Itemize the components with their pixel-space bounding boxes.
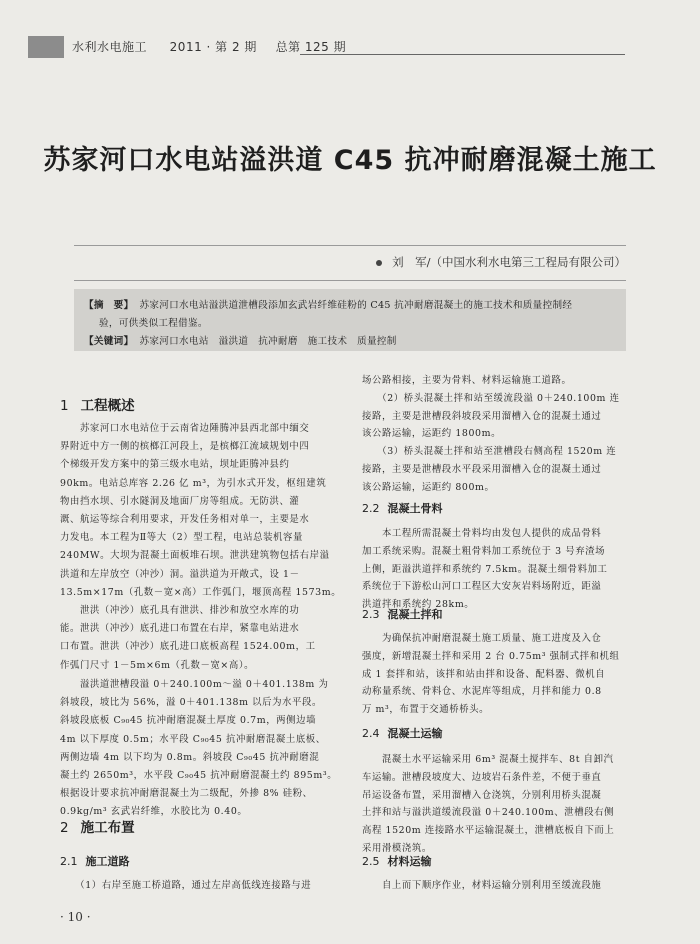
section-heading-2-5: 2.5 材料运输 <box>362 855 432 868</box>
header-rule <box>300 54 625 55</box>
text-line: 4m 以下厚度 0.5m；水平段 C₉₀45 抗冲耐磨混凝土底板、 <box>60 733 326 745</box>
keywords-line <box>84 333 397 347</box>
text-line: 接路，主要是泄槽段水平段采用溜槽入仓的混凝土通过 <box>362 464 602 475</box>
text-line: （2）桥头混凝土拌和站至缓流段溢 0＋240.100m 连 <box>362 392 620 404</box>
page-number: · 10 · <box>60 910 91 924</box>
text-line: 个梯级开发方案中的第三级水电站，坝址距腾冲县约 <box>60 459 290 471</box>
section-heading-2-4: 2.4 混凝土运输 <box>362 727 443 740</box>
text-line: 物由挡水坝、引水隧洞及地面厂房等组成。无防洪、灌 <box>60 495 300 507</box>
author-line <box>376 254 626 270</box>
text-line: 加工系统采购。混凝土粗骨料加工系统位于 3 号弃渣场 <box>362 545 606 557</box>
text-line: 洪道和左岸放空（冲沙）洞。溢洪道为开敞式，设 1－ <box>60 568 300 580</box>
text-line: 本工程所需混凝土骨料均由发包人提供的成品骨料 <box>362 528 602 539</box>
text-line: 采用滑模浇筑。 <box>362 843 432 854</box>
text-line: （3）桥头混凝土拌和站至泄槽段右侧高程 1520m 连 <box>362 446 617 458</box>
text-line: 上侧，距溢洪道拌和系统约 7.5km。混凝土细骨料加工 <box>362 563 608 575</box>
text-line: 为确保抗冲耐磨混凝土施工质量、施工进度及入仓 <box>362 633 602 644</box>
article-title: 苏家河口水电站溢洪道 C45 抗冲耐磨混凝土施工 <box>43 145 657 176</box>
text-line: 泄洪（冲沙）底孔具有泄洪、排沙和放空水库的功 <box>60 605 300 616</box>
text-line: 场公路相接，主要为骨料、材料运输施工道路。 <box>362 375 572 386</box>
text-line: 凝土约 2650m³，水平段 C₉₀45 抗冲耐磨混凝土约 895m³。 <box>60 770 338 781</box>
header-block <box>28 36 64 58</box>
text-line: 两侧边墙 4m 以下均为 0.8m。斜坡段 C₉₀45 抗冲耐磨混 <box>60 751 320 763</box>
text-line: 溉、航运等综合利用要求，开发任务相对单一，主要是水 <box>60 514 310 525</box>
text-line: 90km。电站总库容 2.26 亿 m³，为引水式开发，枢纽建筑 <box>60 477 327 489</box>
text-line: 斜坡段，坡比为 56%，溢 0＋401.138m 以后为水平段。 <box>60 697 322 709</box>
text-line: 洪道拌和系统约 28km。 <box>362 599 475 611</box>
text-line: 能。泄洪（冲沙）底孔进口布置在右岸，紧靠电站进水 <box>60 623 300 635</box>
text-line: 该公路运输，运距约 800m。 <box>362 481 495 493</box>
text-line: 动称量系统、骨料仓、水泥库等组成，月拌和能力 0.8 <box>362 686 602 698</box>
text-line: 口布置。泄洪（冲沙）底孔进口底板高程 1524.00m，工 <box>60 641 316 653</box>
text-line: 成 1 套拌和站，该拌和站由拌和设备、配料器、微机自 <box>362 668 606 680</box>
text-line: 系统位于下游松山河口工程区大安灰岩料场附近，距溢 <box>362 581 602 593</box>
title-rule <box>74 245 626 246</box>
text-line: 接路，主要是泄槽段斜坡段采用溜槽入仓的混凝土通过 <box>362 410 602 422</box>
text-line: 自上而下顺序作业，材料运输分别利用至缓流段施 <box>362 880 602 891</box>
issue-number: 2011 · 第 2 期 <box>169 40 257 54</box>
text-line: 根据设计要求抗冲耐磨混凝土为二级配，外掺 8% 硅粉、 <box>60 788 313 800</box>
section-heading-2-2: 2.2 混凝土骨料 <box>362 502 443 515</box>
text-line: 力发电。本工程为Ⅱ等大（2）型工程，电站总装机容量 <box>60 532 303 544</box>
text-line: 13.5m×17m（孔数－宽×高）工作弧门，堰顶高程 1573m。 <box>60 586 342 598</box>
text-line: 万 m³，布置于交通桥桥头。 <box>362 704 490 716</box>
keywords-text: 苏家河口水电站 溢洪道 抗冲耐磨 施工技术 质量控制 <box>139 336 397 347</box>
journal-name: 水利水电施工 <box>72 40 148 54</box>
bullet-icon <box>376 260 382 266</box>
section-heading-1: 1 工程概述 <box>60 398 135 414</box>
abstract-text-1: 苏家河口水电站溢洪道泄槽段添加玄武岩纤维硅粉的 C45 抗冲耐磨混凝土的施工技术和质量控制经 <box>139 300 573 311</box>
section-heading-2-3: 2.3 混凝土拌和 <box>362 608 443 621</box>
text-line: 苏家河口水电站位于云南省边陲腾冲县西北部中缅交 <box>60 423 310 434</box>
text-line: 车运输。泄槽段坡度大、边坡岩石条件差，不便于垂直 <box>362 771 602 783</box>
section-heading-2: 2 施工布置 <box>60 820 135 836</box>
text-line: 240MW。大坝为混凝土面板堆石坝。泄洪建筑物包括右岸溢 <box>60 550 330 562</box>
author-affiliation: /（中国水利水电第三工程局有限公司） <box>426 255 626 269</box>
section-heading-2-1: 2.1 施工道路 <box>60 855 130 868</box>
author-name: 刘 军 <box>392 255 427 269</box>
keywords-label: 【关键词】 <box>84 336 134 347</box>
running-header <box>72 38 346 55</box>
author-rule <box>74 280 626 281</box>
text-line: 0.9kg/m³ 玄武岩纤维，水胶比为 0.40。 <box>60 806 248 818</box>
text-line: 强度，新增混凝土拌和采用 2 台 0.75m³ 强制式拌和机组 <box>362 650 620 662</box>
abstract-line-1 <box>84 297 572 311</box>
text-line: 土拌和站与溢洪道缓流段溢 0＋240.100m、泄槽段右侧 <box>362 807 615 819</box>
abstract-line-2: 验，可供类似工程借鉴。 <box>99 318 208 329</box>
text-line: 高程 1520m 连接路水平运输混凝土，泄槽底板自下而上 <box>362 825 615 837</box>
total-issue: 总第 125 期 <box>275 40 347 54</box>
text-line: 混凝土水平运输采用 6m³ 混凝土搅拌车、8t 自卸汽 <box>362 754 614 765</box>
text-line: 溢洪道泄槽段溢 0＋240.100m～溢 0＋401.138m 为 <box>60 679 329 690</box>
text-line: 界附近中方一侧的槟榔江河段上，是槟榔江流域规划中四 <box>60 441 310 453</box>
text-line: （1）右岸至施工桥道路，通过左岸高低线连接路与进 <box>60 880 312 891</box>
abstract-label: 【摘 要】 <box>84 300 134 311</box>
text-line: 吊运设备布置，采用溜槽入仓浇筑，分别利用桥头混凝 <box>362 789 602 801</box>
text-line: 该公路运输，运距约 1800m。 <box>362 428 502 440</box>
text-line: 斜坡段底板 C₉₀45 抗冲耐磨混凝土厚度 0.7m，两侧边墙 <box>60 715 317 727</box>
text-line: 作弧门尺寸 1－5m×6m（孔数－宽×高）。 <box>60 659 255 671</box>
